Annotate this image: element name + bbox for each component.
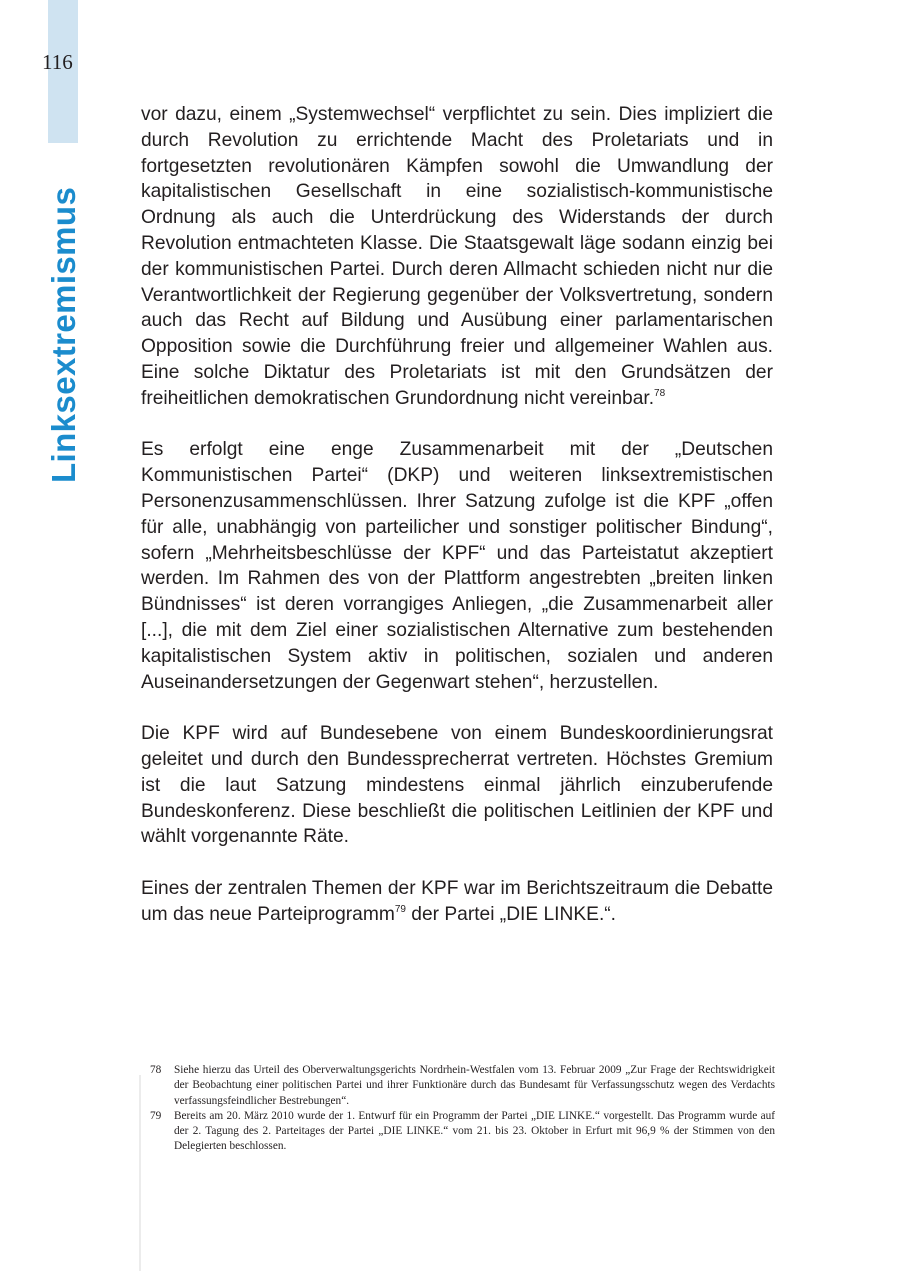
footnote-79	[150, 1109, 775, 1155]
section-label: Linksextremismus	[45, 186, 82, 483]
page-number: 116	[42, 50, 73, 74]
paragraph-2: Es erfolgt eine enge Zusammenarbeit mit der „Deutschen Kommunistischen Partei“ (DKP) und weiteren linksextremistischen Personenzusammenschlüssen. Ihrer Satzung zufolge ist die KPF „offen für alle, unabhängig von parteilicher und sonstiger politischer Bindung“, sofern „Mehrheitsbeschlüsse der KPF“ und das Parteistatut akzeptiert werden. Im Rahmen des von der Plattform angestrebten „breiten linken Bündnisses“ ist deren vorrangiges Anliegen, „die Zusammenarbeit aller [...], die mit dem Ziel einer sozialistischen Alternative zum bestehenden kapitalistischen System aktiv in politischen, sozialen und anderen Auseinandersetzungen der Gegenwart stehen“, herzustellen.	[141, 439, 773, 693]
paragraph-1-text: vor dazu, einem „Systemwechsel“ verpflichtet zu sein. Dies impliziert die durch Revolution zu errichtende Macht des Proletariats und in fortgesetzten revolutionären Kämpfen sowohl die Umwandlung der kapitalistischen Gesellschaft in eine sozialistisch-kommunistische Ordnung als auch die Unterdrückung des Widerstands der durch Revolution entmachteten Klasse. Die Staatsgewalt läge sodann einzig bei der kommunistischen Partei. Durch deren Allmacht schieden nicht nur die Verantwortlichkeit der Regierung gegenüber der Volksvertretung, sondern auch das Recht auf Bildung und Ausübung einer parlamentarischen Opposition sowie die Durchführung freier und allgemeiner Wahlen aus. Eine solche Diktatur des Proletariats ist mit den Grundsätzen der freiheitlichen demokratischen Grundordnung nicht vereinbar.	[141, 104, 773, 409]
paragraph-4-text: Eines der zentralen Themen der KPF war im Berichtszeitraum die Debatte um das neue Parteiprogramm	[141, 877, 773, 925]
body-text	[141, 102, 773, 953]
footnote-ref-79[interactable]: 79	[394, 903, 406, 915]
footnote-text: Bereits am 20. März 2010 wurde der 1. Entwurf für ein Programm der Partei „DIE LINKE.“ vorgestellt. Das Programm wurde auf der 2. Tagung des 2. Parteitages der Partei „DIE LINKE.“ vom 21. bis 23. Oktober in Erfurt mit 96,9 % der Stimmen von den Delegierten beschlossen.	[174, 1109, 775, 1153]
paragraph-4-tail: der Partei „DIE LINKE.“.	[405, 903, 617, 925]
footnote-ref-78[interactable]: 78	[654, 387, 666, 399]
paragraph-1	[141, 102, 773, 412]
paragraph-4	[141, 876, 773, 928]
footnote-rule	[139, 1075, 141, 1271]
footnote-number: 79	[150, 1109, 162, 1122]
footnote-number: 78	[150, 1064, 162, 1076]
footnote-text: Siehe hierzu das Urteil des Oberverwaltungsgerichts Nordrhein-Westfalen vom 13. Februar 2009 „Zur Frage der Rechtswidrigkeit der Beobachtung einer politischen Partei und ihrer Funktionäre durch das Bundesamt für Verfassungsschutz wegen des Verdachts verfassungsfeindlicher Bestrebungen“.	[174, 1064, 775, 1107]
footnotes	[150, 1063, 775, 1155]
footnote-78	[150, 1063, 775, 1109]
paragraph-3: Die KPF wird auf Bundesebene von einem Bundeskoordinierungsrat geleitet und durch den Bundessprecherrat vertreten. Höchstes Gremium ist die laut Satzung mindestens einmal jährlich einzuberufende Bundeskonferenz. Diese beschließt die politischen Leitlinien der KPF und wählt vorgenannte Räte.	[141, 723, 773, 848]
